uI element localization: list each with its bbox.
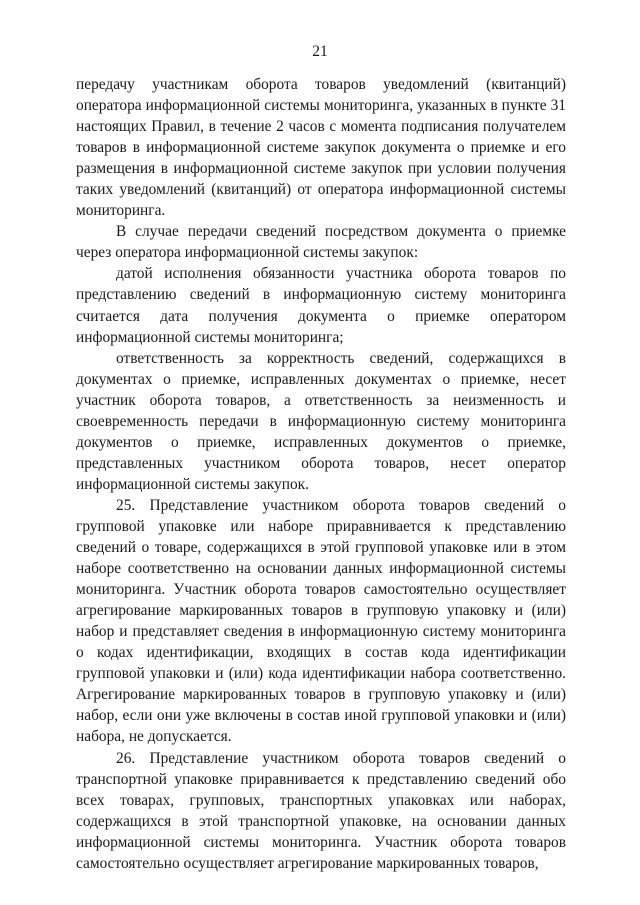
paragraph-continuation: передачу участникам оборота товаров уведомлений (квитанций) оператора информационной системы мониторинга, указанных в пункте 31 настоящих Правил, в течение 2 часов с момента подписания получателем товаров в информационной системе закупок документа о приемке и его размещения в информационной системе закупок при условии получения таких уведомлений (квитанций) от оператора информационной системы мониторинга. <box>76 76 566 220</box>
paragraph-item-26: 26. Представление участником оборота товаров сведений о транспортной упаковке приравнивается к представлению сведений обо всех товарах, групповых, транспортных упаковках или наборах, содержащихся в этой транспортной упаковке, на основании данных информационной системы мониторинга. Участник оборота товаров самостоятельно осуществляет агрегирование маркированных товаров, <box>76 749 566 872</box>
paragraph-responsibility: ответственность за корректность сведений, содержащихся в документах о приемке, исправленных документах о приемке, несет участник оборота товаров, а ответственность за неизменность и своевременность передачи в информационную систему мониторинга документов о приемке, исправленных документов о приемке, представленных участником оборота товаров, несет оператор информационной системы закупок. <box>76 349 566 493</box>
document-body <box>76 74 566 874</box>
paragraph-obligation-date: датой исполнения обязанности участника оборота товаров по представлению сведений в информационную систему мониторинга считается дата получения документа о приемке оператором информационной системы мониторинга; <box>76 265 566 346</box>
page-number: 21 <box>312 43 328 60</box>
paragraph-transfer-via-procurement: В случае передачи сведений посредством документа о приемке через оператора информационной системы закупок: <box>76 223 566 262</box>
paragraph-item-25: 25. Представление участником оборота товаров сведений о групповой упаковке или наборе приравнивается к представлению сведений о товаре, содержащихся в этой групповой упаковке или в этом наборе соответственно на основании данных информационной системы мониторинга. Участник оборота товаров самостоятельно осуществляет агрегирование маркированных товаров в групповую упаковку и (или) набор и представляет сведения в информационную систему мониторинга о кодах идентификации, входящих в состав кода идентификации групповой упаковки и (или) кода идентификации набора соответственно. Агрегирование маркированных товаров в групповую упаковку и (или) набор, если они уже включены в состав иной групповой упаковки и (или) набора, не допускается. <box>76 496 566 746</box>
